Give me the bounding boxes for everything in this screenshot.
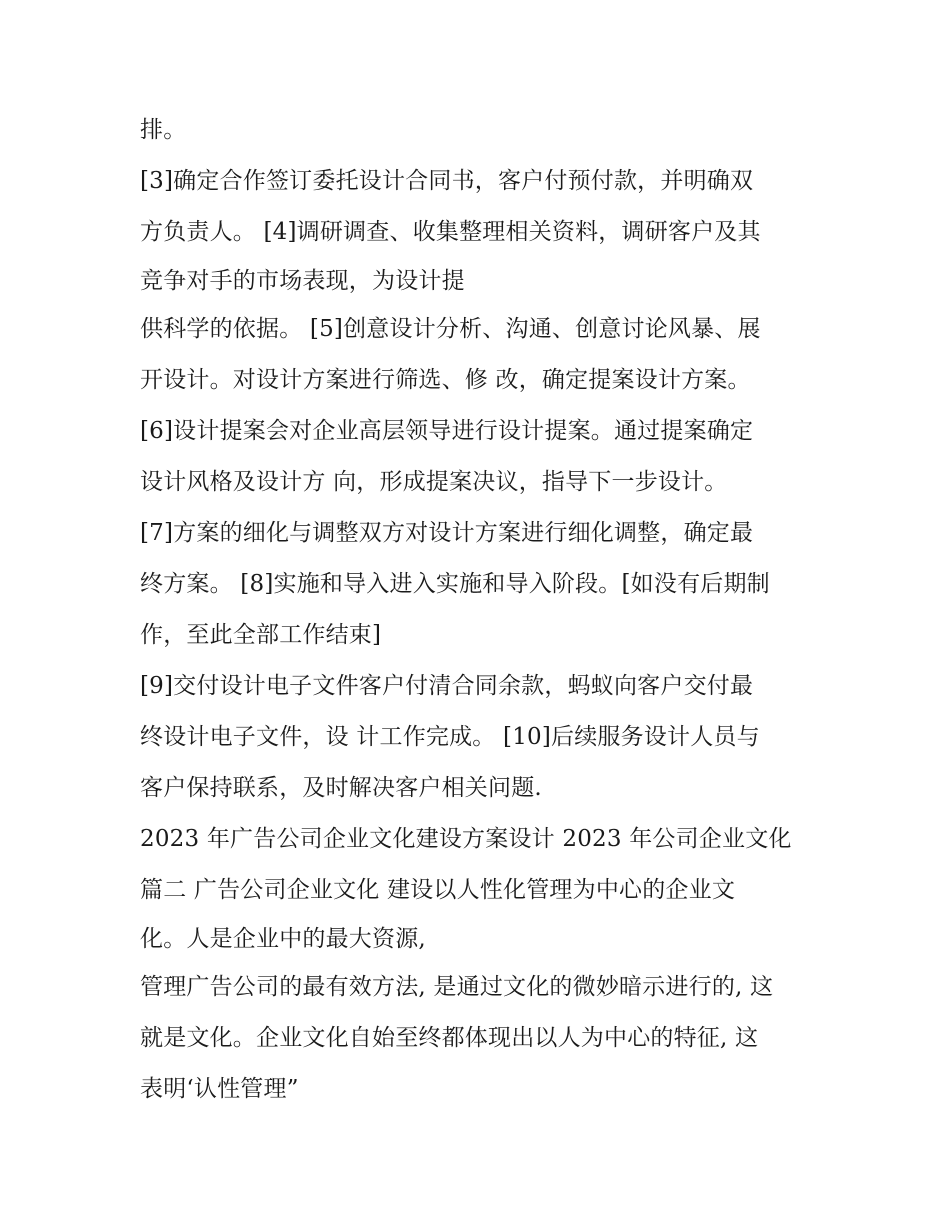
text-line-20: 表明‘认性管理” (140, 1076, 299, 1102)
text-line-3: 方负责人。 [4]调研调查、收集整理相关资料，调研客户及其 (140, 219, 761, 245)
text-line-8: 设计风格及设计方 向，形成提案决议，指导下一步设计。 (140, 469, 728, 495)
text-line-9: [7]方案的细化与调整双方对设计方案进行细化调整，确定最 (140, 520, 754, 546)
document-body (140, 105, 820, 1115)
text-line-5: 供科学的依据。 [5]创意设计分析、沟通、创意讨论风暴、展 (140, 316, 761, 342)
text-line-17: 化。人是企业中的最大资源, (140, 926, 426, 952)
text-line-1: 排。 (140, 117, 187, 143)
text-line-14: 客户保持联系，及时解决客户相关问题. (140, 775, 542, 801)
text-line-15: 2023 年广告公司企业文化建设方案设计 2023 年公司企业文化 (140, 826, 792, 852)
text-line-16: 篇二 广告公司企业文化 建设以人性化管理为中心的企业文 (140, 877, 736, 903)
text-line-18: 管理广告公司的最有效方法, 是通过文化的微妙暗示进行的, 这 (140, 974, 774, 1000)
text-line-19: 就是文化。企业文化自始至终都体现出以人为中心的特征, 这 (140, 1025, 759, 1051)
text-line-12: [9]交付设计电子文件客户付清合同余款，蚂蚁向客户交付最 (140, 673, 754, 699)
text-line-10: 终方案。 [8]实施和导入进入实施和导入阶段。[如没有后期制 (140, 571, 770, 597)
text-line-6: 开设计。对设计方案进行筛选、修 改，确定提案设计方案。 (140, 367, 751, 393)
text-line-7: [6]设计提案会对企业高层领导进行设计提案。通过提案确定 (140, 418, 754, 444)
text-line-2: [3]确定合作签订委托设计合同书，客户付预付款，并明确双 (140, 168, 754, 194)
text-line-4: 竞争对手的市场表现，为设计提 (140, 268, 465, 294)
text-line-11: 作，至此全部工作结束] (140, 622, 382, 648)
text-line-13: 终设计电子文件，设 计工作完成。 [10]后续服务设计人员与 (140, 724, 760, 750)
